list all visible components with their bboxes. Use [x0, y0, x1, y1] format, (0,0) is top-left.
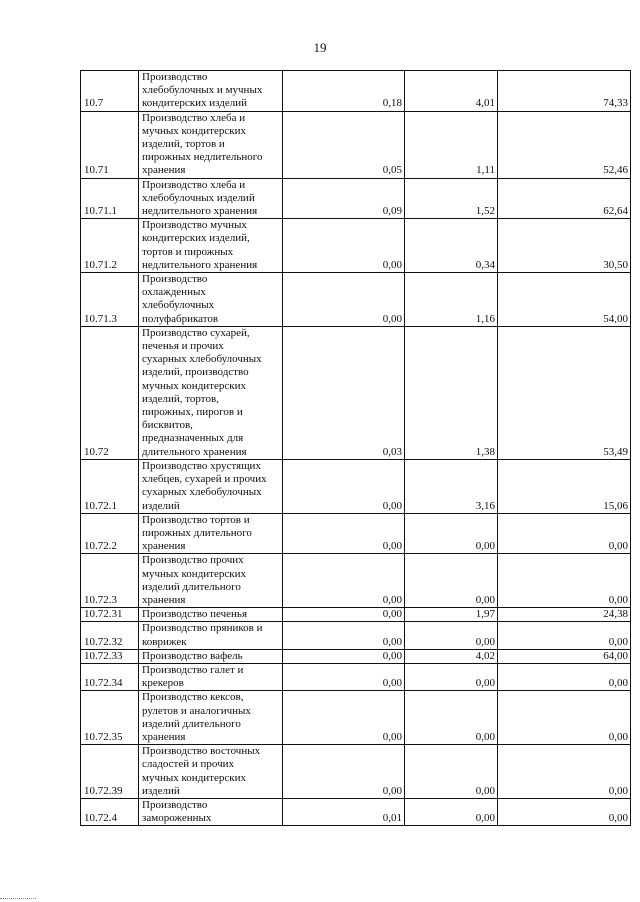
scan-artifact — [0, 898, 36, 900]
row-value-1-cell — [283, 691, 405, 745]
row-value-2: 0,00 — [475, 540, 495, 553]
row-value-2: 0,34 — [475, 258, 495, 271]
row-name-cell — [139, 622, 283, 649]
row-name: Производство сухарей, печенья и прочих сухарных хлебобулочных изделий, производство мучных кондитерских изделий, тортов, пирожных, пирогов и бисквитов, предназначенных для длительного хранения — [142, 326, 262, 458]
row-value-2-cell — [405, 111, 498, 178]
row-code: 10.72 — [84, 445, 109, 458]
row-code-cell — [81, 219, 139, 273]
row-value-3: 0,00 — [608, 730, 628, 743]
row-value-3-cell — [498, 219, 631, 273]
row-code-cell — [81, 513, 139, 554]
row-value-1: 0,00 — [382, 593, 402, 606]
row-name-cell — [139, 745, 283, 799]
row-code: 10.72.1 — [84, 499, 117, 512]
row-value-1: 0,00 — [382, 540, 402, 553]
row-name: Производство замороженных — [142, 798, 212, 825]
table-row — [81, 326, 631, 459]
row-code-cell — [81, 326, 139, 459]
row-name-cell — [139, 459, 283, 513]
row-value-3: 0,00 — [608, 784, 628, 797]
row-value-2: 0,00 — [475, 593, 495, 606]
row-code-cell — [81, 554, 139, 608]
row-value-3: 0,00 — [608, 812, 628, 825]
row-name-cell — [139, 649, 283, 663]
row-name-cell — [139, 111, 283, 178]
row-value-1: 0,00 — [382, 677, 402, 690]
row-value-2: 4,01 — [475, 97, 495, 110]
table-row — [81, 273, 631, 327]
row-name-cell — [139, 513, 283, 554]
row-name-cell — [139, 608, 283, 622]
row-code-cell — [81, 111, 139, 178]
row-name-cell — [139, 554, 283, 608]
row-value-1: 0,00 — [382, 258, 402, 271]
row-value-3: 62,64 — [603, 205, 628, 218]
row-code: 10.72.4 — [84, 812, 117, 825]
row-code-cell — [81, 691, 139, 745]
row-value-1-cell — [283, 649, 405, 663]
row-value-1: 0,00 — [382, 312, 402, 325]
row-code-cell — [81, 663, 139, 690]
row-value-3-cell — [498, 622, 631, 649]
row-value-2: 1,97 — [475, 608, 495, 621]
row-value-1: 0,18 — [382, 97, 402, 110]
row-value-3: 54,00 — [603, 312, 628, 325]
row-value-3-cell — [498, 326, 631, 459]
row-value-3-cell — [498, 273, 631, 327]
row-value-1: 0,09 — [382, 205, 402, 218]
row-value-3-cell — [498, 691, 631, 745]
row-value-1-cell — [283, 798, 405, 825]
row-value-3-cell — [498, 798, 631, 825]
row-value-3-cell — [498, 554, 631, 608]
row-name: Производство мучных кондитерских изделий, тортов и пирожных недлительного хранения — [142, 219, 258, 271]
table-row — [81, 219, 631, 273]
row-value-1-cell — [283, 622, 405, 649]
row-code: 10.72.34 — [84, 677, 123, 690]
row-name: Производство восточных сладостей и прочих мучных кондитерских изделий — [142, 745, 261, 797]
row-code-cell — [81, 798, 139, 825]
row-code: 10.71.3 — [84, 312, 117, 325]
table-row — [81, 622, 631, 649]
row-name: Производство тортов и пирожных длительного хранения — [142, 513, 252, 553]
row-value-3-cell — [498, 71, 631, 112]
row-value-1: 0,00 — [382, 730, 402, 743]
row-value-2-cell — [405, 608, 498, 622]
row-code-cell — [81, 273, 139, 327]
row-value-3: 0,00 — [608, 540, 628, 553]
table-row — [81, 554, 631, 608]
row-value-1-cell — [283, 459, 405, 513]
row-value-2: 0,00 — [475, 677, 495, 690]
row-name: Производство хрустящих хлебцев, сухарей и прочих сухарных хлебобулочных изделий — [142, 459, 267, 512]
row-value-3: 53,49 — [603, 445, 628, 458]
table-row — [81, 745, 631, 799]
row-value-2: 1,52 — [475, 205, 495, 218]
row-value-2: 1,16 — [475, 312, 495, 325]
row-code: 10.72.2 — [84, 540, 117, 553]
row-name: Производство хлебобулочных и мучных кондитерских изделий — [142, 71, 263, 110]
row-value-1-cell — [283, 111, 405, 178]
row-value-3-cell — [498, 513, 631, 554]
row-code: 10.72.32 — [84, 635, 123, 648]
row-value-3: 0,00 — [608, 593, 628, 606]
table-row — [81, 459, 631, 513]
row-value-1-cell — [283, 663, 405, 690]
row-code: 10.72.39 — [84, 784, 123, 797]
table-row — [81, 608, 631, 622]
row-name-cell — [139, 219, 283, 273]
row-value-3-cell — [498, 608, 631, 622]
table-row — [81, 691, 631, 745]
row-value-1-cell — [283, 513, 405, 554]
row-code: 10.72.35 — [84, 730, 123, 743]
row-value-2: 3,16 — [475, 499, 495, 512]
row-code-cell — [81, 608, 139, 622]
row-value-3-cell — [498, 178, 631, 219]
row-name-cell — [139, 71, 283, 112]
row-value-1-cell — [283, 273, 405, 327]
row-name: Производство прочих мучных кондитерских изделий длительного хранения — [142, 554, 246, 606]
row-value-2: 0,00 — [475, 784, 495, 797]
row-value-3-cell — [498, 459, 631, 513]
row-name: Производство вафель — [142, 649, 243, 662]
row-value-1: 0,00 — [382, 649, 402, 662]
row-value-3: 0,00 — [608, 635, 628, 648]
row-value-2-cell — [405, 71, 498, 112]
row-value-1: 0,00 — [382, 608, 402, 621]
table-row — [81, 178, 631, 219]
row-name: Производство хлеба и хлебобулочных изделий недлительного хранения — [142, 178, 258, 218]
row-value-1: 0,03 — [382, 445, 402, 458]
row-value-2-cell — [405, 554, 498, 608]
row-value-3: 24,38 — [603, 608, 628, 621]
row-value-2: 0,00 — [475, 730, 495, 743]
row-value-3: 52,46 — [603, 164, 628, 177]
row-name: Производство галет и крекеров — [142, 663, 244, 690]
row-value-1-cell — [283, 326, 405, 459]
row-value-2-cell — [405, 178, 498, 219]
row-code: 10.72.33 — [84, 649, 123, 662]
row-code: 10.71 — [84, 164, 109, 177]
row-value-3: 0,00 — [608, 677, 628, 690]
row-code-cell — [81, 71, 139, 112]
row-value-2: 1,38 — [475, 445, 495, 458]
row-code: 10.72.3 — [84, 593, 117, 606]
row-value-3: 15,06 — [603, 499, 628, 512]
row-name: Производство пряников и коврижек — [142, 622, 263, 648]
row-value-1: 0,05 — [382, 164, 402, 177]
row-value-1: 0,01 — [382, 812, 402, 825]
row-code-cell — [81, 745, 139, 799]
row-name-cell — [139, 178, 283, 219]
row-value-1-cell — [283, 608, 405, 622]
row-value-2-cell — [405, 273, 498, 327]
row-value-3: 30,50 — [603, 258, 628, 271]
row-value-2: 1,11 — [476, 164, 495, 177]
table-row — [81, 798, 631, 825]
row-code-cell — [81, 649, 139, 663]
row-value-2-cell — [405, 649, 498, 663]
row-value-2-cell — [405, 622, 498, 649]
row-value-3-cell — [498, 111, 631, 178]
row-name-cell — [139, 691, 283, 745]
row-value-3-cell — [498, 649, 631, 663]
row-value-2-cell — [405, 663, 498, 690]
row-value-3-cell — [498, 663, 631, 690]
row-value-1: 0,00 — [382, 635, 402, 648]
row-value-1: 0,00 — [382, 499, 402, 512]
row-value-2-cell — [405, 745, 498, 799]
row-name: Производство печенья — [142, 608, 248, 621]
row-code: 10.7 — [84, 97, 104, 110]
data-table — [80, 70, 631, 826]
row-code-cell — [81, 178, 139, 219]
row-value-1-cell — [283, 178, 405, 219]
row-name-cell — [139, 798, 283, 825]
row-value-2: 0,00 — [475, 635, 495, 648]
page-number: 19 — [313, 40, 327, 55]
row-value-2: 4,02 — [475, 649, 495, 662]
table-row — [81, 513, 631, 554]
table-body — [81, 71, 631, 826]
row-value-1-cell — [283, 554, 405, 608]
table-row — [81, 71, 631, 112]
table-row — [81, 649, 631, 663]
row-code-cell — [81, 459, 139, 513]
row-name-cell — [139, 663, 283, 690]
row-name-cell — [139, 273, 283, 327]
row-code-cell — [81, 622, 139, 649]
row-value-1: 0,00 — [382, 784, 402, 797]
row-name: Производство кексов, рулетов и аналогичных изделий длительного хранения — [142, 691, 251, 743]
row-value-2-cell — [405, 219, 498, 273]
row-value-1-cell — [283, 71, 405, 112]
row-value-2-cell — [405, 326, 498, 459]
table-row — [81, 111, 631, 178]
row-value-2-cell — [405, 459, 498, 513]
table-row — [81, 663, 631, 690]
row-name-cell — [139, 326, 283, 459]
row-value-3: 74,33 — [603, 97, 628, 110]
row-code: 10.71.2 — [84, 258, 117, 271]
row-value-2: 0,00 — [475, 812, 495, 825]
row-value-2-cell — [405, 798, 498, 825]
row-code: 10.72.31 — [84, 608, 123, 621]
row-name: Производство охлажденных хлебобулочных полуфабрикатов — [142, 273, 219, 325]
row-value-3: 64,00 — [603, 649, 628, 662]
row-value-1-cell — [283, 219, 405, 273]
row-code: 10.71.1 — [84, 205, 117, 218]
row-value-2-cell — [405, 513, 498, 554]
row-name: Производство хлеба и мучных кондитерских изделий, тортов и пирожных недлительного хранения — [142, 111, 263, 177]
row-value-3-cell — [498, 745, 631, 799]
row-value-2-cell — [405, 691, 498, 745]
row-value-1-cell — [283, 745, 405, 799]
